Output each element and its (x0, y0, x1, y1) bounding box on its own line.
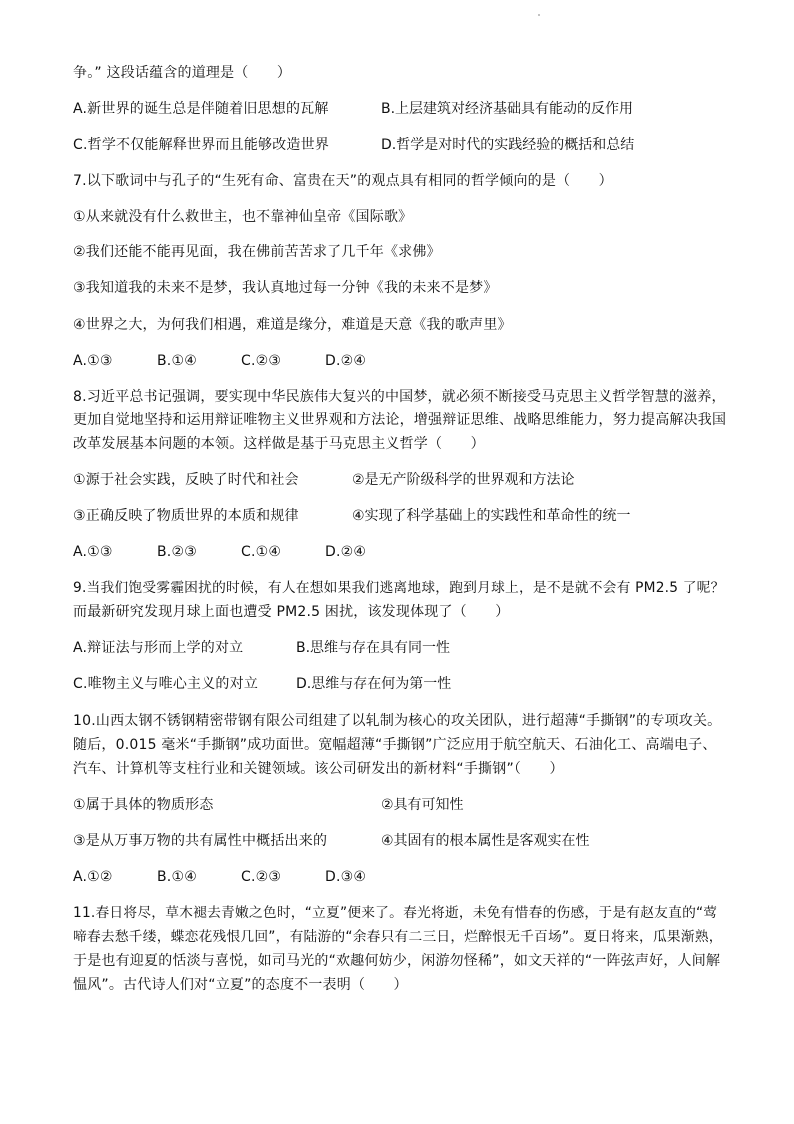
q6-option-b: B.上层建筑对经济基础具有能动的反作用 (381, 101, 634, 117)
q9-option-b: B.思维与存在具有同一性 (296, 640, 451, 656)
q6-stem-tail: 争。” 这段话蕴含的道理是（ ） (73, 65, 292, 81)
q10-statement-4: ④其固有的根本属性是客观实在性 (381, 833, 590, 849)
q8-statement-3: ③正确反映了物质世界的本质和规律 (73, 508, 299, 524)
q11-stem-line-4: 愠风”。古代诗人们对“立夏”的态度不一表明（ ） (73, 977, 408, 993)
q10-stem-line-1: 10.山西太钢不锈钢精密带钢有限公司组建了以轧制为核心的攻关团队，进行超薄“手撕钢”的专项攻关。 (73, 713, 722, 729)
q10-option-d: D.③④ (325, 869, 367, 885)
q7-option-a: A.①③ (73, 353, 113, 369)
q8-statement-4: ④实现了科学基础上的实践性和革命性的统一 (352, 508, 631, 524)
q8-statement-2: ②是无产阶级科学的世界观和方法论 (352, 472, 575, 488)
q9-option-a: A.辩证法与形而上学的对立 (73, 640, 244, 656)
q11-stem-line-3: 于是也有迎夏的恬淡与喜悦，如司马光的“欢趣何妨少，闲游勿怪稀”，如文天祥的“一阵弦声好，人间解 (73, 953, 721, 969)
q9-stem-line-2: 而最新研究发现月球上面也遭受 PM2.5 困扰，该发现体现了（ ） (73, 604, 510, 620)
q10-statement-1: ①属于具体的物质形态 (73, 797, 214, 813)
q6-option-a: A.新世界的诞生总是伴随着旧思想的瓦解 (73, 101, 329, 117)
q9-stem-line-1: 9.当我们饱受雾霾困扰的时候，有人在想如果我们逃离地球，跑到月球上，是不是就不会有 PM2.5 了呢？ (73, 580, 725, 596)
q7-statement-1: ①从来就没有什么救世主，也不靠神仙皇帝《国际歌》 (73, 209, 413, 225)
q7-option-c: C.②③ (241, 353, 282, 369)
q9-option-c: C.唯物主义与唯心主义的对立 (73, 676, 259, 692)
q8-stem-line-3: 改革发展基本问题的本领。这样做是基于马克思主义哲学（ ） (73, 436, 485, 452)
q8-stem-line-1: 8.习近平总书记强调，要实现中华民族伟大复兴的中国梦，就必须不断接受马克思主义哲学智慧的滋养， (73, 389, 726, 405)
q10-stem-line-3: 汽车、计算机等支柱行业和关键领域。该公司研发出的新材料“手撕钢”（ ） (73, 761, 564, 777)
q8-statement-1: ①源于社会实践，反映了时代和社会 (73, 472, 299, 488)
q6-option-d: D.哲学是对时代的实践经验的概括和总结 (381, 137, 635, 153)
q7-option-b: B.①④ (157, 353, 197, 369)
q7-statement-2: ②我们还能不能再见面，我在佛前苦苦求了几千年《求佛》 (73, 244, 441, 260)
q7-stem: 7.以下歌词中与孔子的“生死有命、富贵在天”的观点具有相同的哲学倾向的是（ ） (73, 173, 613, 189)
q9-option-d: D.思维与存在何为第一性 (296, 676, 452, 692)
q11-stem-line-2: 啼春去愁千缕，蝶恋花残恨几回”，有陆游的“余春只有二三日，烂醉恨无千百场”。夏日将来，瓜果渐熟， (73, 929, 723, 945)
scan-dot (538, 14, 540, 16)
q10-statement-3: ③是从万事万物的共有属性中概括出来的 (73, 833, 328, 849)
q10-stem-line-2: 随后，0.015 毫米“手撕钢”成功面世。宽幅超薄“手撕钢”广泛应用于航空航天、石油化工、高端电子、 (73, 737, 717, 753)
q8-stem-line-2: 更加自觉地坚持和运用辩证唯物主义世界观和方法论，增强辩证思维、战略思维能力，努力提高解决我国 (73, 412, 727, 428)
q8-options (73, 542, 409, 562)
q8-option-c: C.①④ (241, 544, 282, 560)
q10-option-c: C.②③ (241, 869, 282, 885)
q11-stem-line-1: 11.春日将尽，草木褪去青嫩之色时，“立夏”便来了。春光将逝，未免有惜春的伤感，于是有赵友直的“莺 (73, 905, 718, 921)
q8-option-d: D.②④ (325, 544, 367, 560)
q7-statement-4: ④世界之大，为何我们相遇，难道是缘分，难道是天意《我的歌声里》 (73, 317, 512, 333)
q10-statement-2: ②具有可知性 (381, 797, 464, 813)
q10-option-a: A.①② (73, 869, 113, 885)
q7-option-d: D.②④ (325, 353, 367, 369)
q8-option-a: A.①③ (73, 544, 113, 560)
q7-options (73, 351, 409, 371)
q8-option-b: B.②③ (157, 544, 197, 560)
q10-options (73, 867, 409, 887)
q7-statement-3: ③我知道我的未来不是梦，我认真地过每一分钟《我的未来不是梦》 (73, 280, 498, 296)
q10-option-b: B.①④ (157, 869, 197, 885)
q6-option-c: C.哲学不仅能解释世界而且能够改造世界 (73, 137, 330, 153)
